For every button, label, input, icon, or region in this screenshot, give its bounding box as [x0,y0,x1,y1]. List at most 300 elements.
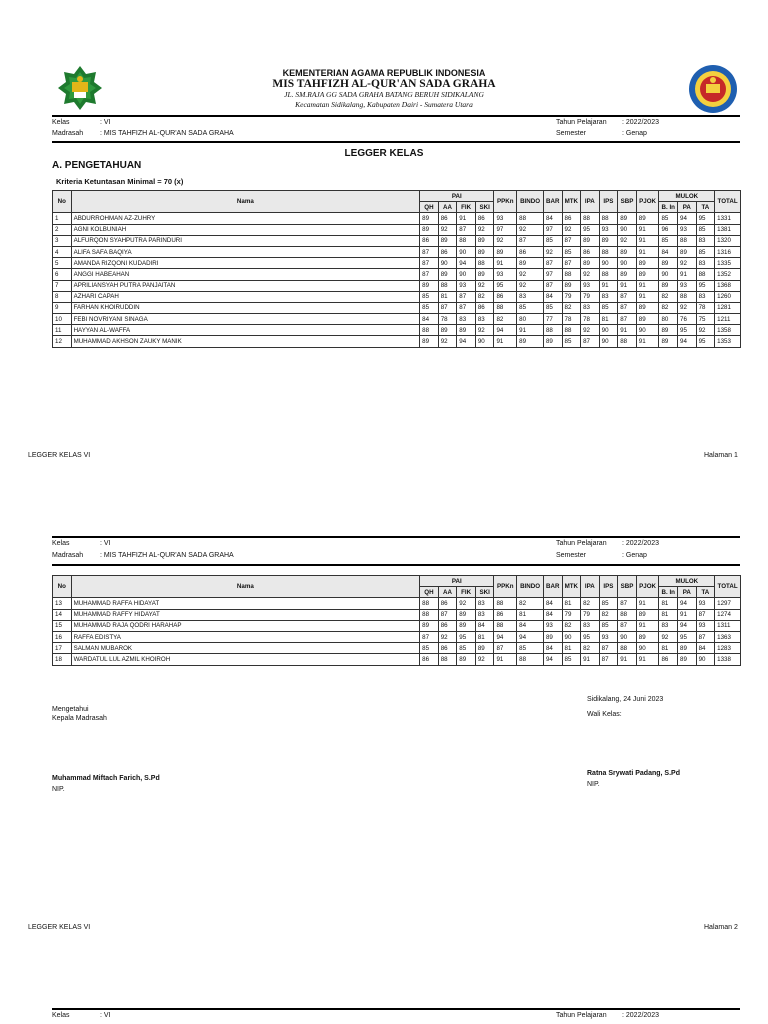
score-cell: 78 [581,314,600,325]
score-cell: 76 [678,314,697,325]
score-cell: 84 [543,291,562,302]
score-cell: 87 [618,302,637,313]
score-cell: 79 [562,291,581,302]
score-cell: 95 [494,280,517,291]
page2-info-rule [52,564,740,566]
score-cell: 89 [678,654,697,665]
score-cell: 94 [678,598,697,609]
score-cell: 89 [562,280,581,291]
table-row [53,302,741,313]
student-name: MUHAMMAD RAJA QODRI HARAHAP [71,620,420,631]
page1-footer-left: LEGGER KELAS VI [28,452,91,459]
score-cell: 85 [562,654,581,665]
score-cell: 90 [618,224,637,235]
score-cell: 87 [562,235,581,246]
col-mtk: MTK [562,191,581,213]
score-cell: 84 [659,246,678,257]
row-total: 1260 [715,291,741,302]
row-total: 1283 [715,643,741,654]
score-cell: 87 [696,609,715,620]
table-row [53,609,741,620]
student-name: WARDATUL LUL AZMIL KHOIROH [71,654,420,665]
score-cell: 88 [678,235,697,246]
section-title: A. PENGETAHUAN [52,160,142,171]
score-cell: 89 [636,302,659,313]
col-fik-p2: FIK [457,587,476,598]
school-name: MIS TAHFIZH AL-QUR'AN SADA GRAHA [272,78,496,90]
score-cell: 84 [420,314,439,325]
score-cell: 86 [475,302,494,313]
student-name: SALMAN MUBAROK [71,643,420,654]
row-number: 9 [53,302,72,313]
score-cell: 89 [420,224,439,235]
score-cell: 87 [581,336,600,347]
tahun-label: Tahun Pelajaran [556,119,607,126]
score-cell: 89 [494,246,517,257]
row-total: 1353 [715,336,741,347]
score-cell: 83 [457,314,476,325]
tahun-value: : 2022/2023 [622,119,659,126]
score-cell: 88 [618,609,637,620]
score-cell: 84 [517,620,544,631]
student-name: MUHAMMAD RAFFA HIDAYAT [71,598,420,609]
score-cell: 91 [517,325,544,336]
kelas-label: Kelas [52,119,70,126]
score-cell: 85 [543,302,562,313]
school-address: JL. SM.RAJA GG SADA GRAHA BATANG BERUH SIDIKALANG [284,90,484,99]
score-cell: 87 [599,643,618,654]
score-cell: 83 [517,291,544,302]
score-cell: 97 [543,269,562,280]
score-cell: 94 [457,258,476,269]
score-cell: 89 [475,269,494,280]
score-cell: 93 [599,631,618,642]
score-cell: 90 [475,336,494,347]
score-cell: 84 [543,213,562,224]
score-cell: 79 [581,291,600,302]
score-cell: 89 [457,654,476,665]
student-name: ALIFA SAFA BAQIYA [71,246,420,257]
score-cell: 94 [678,336,697,347]
score-cell: 86 [438,246,457,257]
score-cell: 85 [599,302,618,313]
score-cell: 92 [475,224,494,235]
score-cell: 85 [599,598,618,609]
score-cell: 81 [599,314,618,325]
score-cell: 88 [494,302,517,313]
score-cell: 87 [457,291,476,302]
score-cell: 81 [438,291,457,302]
col-mulok: MULOK [659,191,715,202]
table-body-page-2 [53,598,741,665]
col-ski-p2: SKI [475,587,494,598]
score-cell: 93 [543,620,562,631]
score-cell: 89 [517,258,544,269]
score-cell: 81 [659,609,678,620]
score-cell: 89 [636,314,659,325]
score-cell: 96 [659,224,678,235]
score-cell: 88 [543,325,562,336]
score-cell: 87 [517,235,544,246]
score-cell: 81 [562,598,581,609]
score-cell: 91 [618,280,637,291]
score-cell: 87 [618,620,637,631]
score-cell: 86 [438,213,457,224]
score-cell: 86 [438,598,457,609]
semester-value-p2: : Genap [622,552,647,559]
score-cell: 94 [494,631,517,642]
table-row [53,213,741,224]
score-cell: 75 [696,314,715,325]
col-sbp: SBP [618,191,637,213]
score-cell: 86 [659,654,678,665]
mengetahui-label: Mengetahui [52,706,89,713]
score-cell: 90 [438,258,457,269]
score-cell: 91 [678,269,697,280]
kelas-value-p2: : VI [100,540,111,547]
row-total: 1320 [715,235,741,246]
score-cell: 82 [562,302,581,313]
score-cell: 87 [618,598,637,609]
score-cell: 92 [475,325,494,336]
table-row [53,235,741,246]
score-cell: 94 [494,325,517,336]
score-cell: 78 [696,302,715,313]
table-row [53,314,741,325]
score-cell: 92 [581,325,600,336]
score-cell: 89 [457,325,476,336]
score-cell: 90 [599,336,618,347]
score-cell: 89 [636,258,659,269]
score-cell: 87 [438,609,457,620]
row-number: 4 [53,246,72,257]
row-total: 1331 [715,213,741,224]
score-cell: 86 [420,235,439,246]
score-cell: 91 [636,224,659,235]
score-cell: 89 [420,213,439,224]
row-number: 7 [53,280,72,291]
score-cell: 86 [420,654,439,665]
page2-footer-left: LEGGER KELAS VI [28,924,91,931]
score-cell: 78 [562,314,581,325]
row-total: 1335 [715,258,741,269]
row-total: 1363 [715,631,741,642]
wali-nip: NIP. [587,781,600,788]
col-sbp-p2: SBP [618,576,637,598]
score-cell: 92 [438,631,457,642]
row-number: 16 [53,631,72,642]
col-ppkn-p2: PPKn [494,576,517,598]
col-ppkn: PPKn [494,191,517,213]
score-cell: 91 [618,325,637,336]
table-row [53,325,741,336]
col-fik: FIK [457,202,476,213]
kelas-value: : VI [100,119,111,126]
score-cell: 93 [678,280,697,291]
score-cell: 92 [475,654,494,665]
score-cell: 82 [659,291,678,302]
row-number: 14 [53,609,72,620]
score-cell: 94 [543,654,562,665]
score-cell: 88 [494,620,517,631]
tahun-value-p3: : 2022/2023 [622,1012,659,1019]
score-cell: 95 [581,224,600,235]
school-district: Kecamatan Sidikalang, Kabupaten Dairi - Sumatera Utara [295,100,473,109]
col-pjok-p2: PJOK [636,576,659,598]
score-cell: 82 [517,598,544,609]
student-name: APRILIANSYAH PUTRA PANJAITAN [71,280,420,291]
col-ski: SKI [475,202,494,213]
col-pjok: PJOK [636,191,659,213]
score-cell: 89 [678,246,697,257]
score-cell: 89 [636,609,659,620]
page1-footer-right: Halaman 1 [704,452,738,459]
score-cell: 91 [636,235,659,246]
madrasah-label-p2: Madrasah [52,552,84,559]
kelas-label-p2: Kelas [52,540,70,547]
kepala-label: Kepala Madrasah [52,715,107,722]
score-cell: 87 [599,654,618,665]
score-cell: 88 [599,269,618,280]
score-cell: 93 [678,224,697,235]
score-cell: 89 [618,213,637,224]
score-cell: 89 [618,246,637,257]
row-number: 18 [53,654,72,665]
score-cell: 95 [696,213,715,224]
student-name: AZHARI CAPAH [71,291,420,302]
score-cell: 91 [636,336,659,347]
col-ipa: IPA [581,191,600,213]
score-cell: 91 [678,609,697,620]
row-total: 1358 [715,325,741,336]
score-cell: 85 [420,302,439,313]
score-cell: 92 [696,325,715,336]
score-cell: 84 [543,598,562,609]
col-bin: B. In [659,202,678,213]
madrasah-value: : MIS TAHFIZH AL-QUR'AN SADA GRAHA [100,130,234,137]
score-cell: 90 [636,643,659,654]
score-cell: 88 [562,325,581,336]
score-cell: 89 [636,631,659,642]
score-cell: 94 [678,620,697,631]
score-cell: 91 [618,654,637,665]
score-cell: 85 [517,302,544,313]
score-cell: 89 [678,643,697,654]
student-name: MUHAMMAD AKHSON ZAUKY MANIK [71,336,420,347]
score-cell: 89 [438,325,457,336]
score-cell: 90 [599,325,618,336]
legger-table-page-1 [52,190,741,348]
col-nama-p2: Nama [71,576,420,598]
row-number: 5 [53,258,72,269]
score-cell: 87 [420,246,439,257]
page2-footer-right: Halaman 2 [704,924,738,931]
score-cell: 89 [636,269,659,280]
score-cell: 95 [696,280,715,291]
ministry-title: KEMENTERIAN AGAMA REPUBLIK INDONESIA [282,68,486,78]
score-cell: 85 [420,291,439,302]
row-total: 1274 [715,609,741,620]
score-cell: 84 [543,609,562,620]
score-cell: 85 [543,235,562,246]
score-cell: 88 [475,258,494,269]
row-total: 1338 [715,654,741,665]
score-cell: 88 [494,598,517,609]
table-body-page-1 [53,213,741,347]
score-cell: 82 [562,620,581,631]
score-cell: 90 [562,631,581,642]
table-row [53,280,741,291]
table-row [53,654,741,665]
score-cell: 87 [457,302,476,313]
score-cell: 88 [696,269,715,280]
score-cell: 91 [636,246,659,257]
legger-title: LEGGER KELAS [344,148,424,159]
col-qh-p2: QH [420,587,439,598]
score-cell: 90 [599,258,618,269]
table-row [53,258,741,269]
score-cell: 87 [696,631,715,642]
score-cell: 89 [618,269,637,280]
score-cell: 97 [494,224,517,235]
student-name: MUHAMMAD RAFFY HIDAYAT [71,609,420,620]
row-number: 1 [53,213,72,224]
col-bindo: BINDO [517,191,544,213]
col-mulok-p2: MULOK [659,576,715,587]
col-total-p2: TOTAL [715,576,741,598]
score-cell: 90 [696,654,715,665]
row-total: 1297 [715,598,741,609]
score-cell: 86 [581,246,600,257]
score-cell: 85 [420,643,439,654]
score-cell: 91 [494,258,517,269]
score-cell: 85 [696,246,715,257]
score-cell: 92 [678,258,697,269]
row-total: 1368 [715,280,741,291]
col-bar-p2: BAR [543,576,562,598]
score-cell: 89 [581,235,600,246]
table-row [53,336,741,347]
score-cell: 89 [475,643,494,654]
score-cell: 88 [420,325,439,336]
col-aa: AA [438,202,457,213]
place-date: Sidikalang, 24 Juni 2023 [587,696,664,703]
table-row [53,620,741,631]
table-row [53,598,741,609]
score-cell: 85 [517,643,544,654]
score-cell: 91 [636,598,659,609]
score-cell: 82 [581,643,600,654]
score-cell: 92 [543,246,562,257]
score-cell: 88 [618,643,637,654]
info-rule [52,141,740,143]
score-cell: 92 [475,280,494,291]
score-cell: 82 [581,598,600,609]
col-pa-p2: PA [678,587,697,598]
col-nama: Nama [71,191,420,213]
student-name: ABDURROHMAN AZ-ZUHRY [71,213,420,224]
score-cell: 85 [599,620,618,631]
score-cell: 92 [438,336,457,347]
row-total: 1381 [715,224,741,235]
row-number: 3 [53,235,72,246]
score-cell: 94 [678,213,697,224]
score-cell: 78 [438,314,457,325]
score-cell: 92 [457,598,476,609]
row-number: 11 [53,325,72,336]
score-cell: 94 [517,631,544,642]
tahun-label-p2: Tahun Pelajaran [556,540,607,547]
score-cell: 92 [517,280,544,291]
score-cell: 93 [696,620,715,631]
score-cell: 87 [543,258,562,269]
student-name: ALFURQON SYAHPUTRA PARINDURI [71,235,420,246]
score-cell: 84 [696,643,715,654]
student-name: HAYYAN AL-WAFFA [71,325,420,336]
table-row [53,631,741,642]
score-cell: 95 [678,325,697,336]
score-cell: 89 [420,336,439,347]
table-row [53,224,741,235]
row-number: 13 [53,598,72,609]
score-cell: 85 [562,246,581,257]
kepala-nip: NIP. [52,786,65,793]
score-cell: 89 [438,235,457,246]
score-cell: 77 [543,314,562,325]
student-name: ANGGI HABEAHAN [71,269,420,280]
score-cell: 91 [581,654,600,665]
score-cell: 83 [696,291,715,302]
score-cell: 89 [543,336,562,347]
score-cell: 88 [678,291,697,302]
score-cell: 92 [494,235,517,246]
row-number: 10 [53,314,72,325]
score-cell: 87 [457,224,476,235]
score-cell: 80 [659,314,678,325]
col-no-p2: No [53,576,72,598]
score-cell: 91 [636,291,659,302]
score-cell: 85 [562,336,581,347]
table-row [53,269,741,280]
col-bindo-p2: BINDO [517,576,544,598]
score-cell: 91 [636,620,659,631]
wali-label: Wali Kelas: [587,711,622,718]
score-cell: 89 [475,246,494,257]
score-cell: 92 [581,269,600,280]
row-number: 17 [53,643,72,654]
score-cell: 90 [636,325,659,336]
score-cell: 92 [438,224,457,235]
row-total: 1352 [715,269,741,280]
score-cell: 90 [618,258,637,269]
table-row [53,291,741,302]
score-cell: 88 [562,269,581,280]
score-cell: 81 [659,643,678,654]
score-cell: 89 [457,609,476,620]
score-cell: 97 [543,224,562,235]
score-cell: 82 [475,291,494,302]
score-cell: 85 [457,643,476,654]
student-name: AMANDA RIZQONI KUDADIRI [71,258,420,269]
row-number: 8 [53,291,72,302]
score-cell: 81 [659,598,678,609]
score-cell: 87 [420,258,439,269]
score-cell: 83 [475,598,494,609]
score-cell: 92 [517,224,544,235]
score-cell: 81 [562,643,581,654]
wali-name: Ratna Srywati Padang, S.Pd [587,770,680,777]
score-cell: 95 [581,631,600,642]
